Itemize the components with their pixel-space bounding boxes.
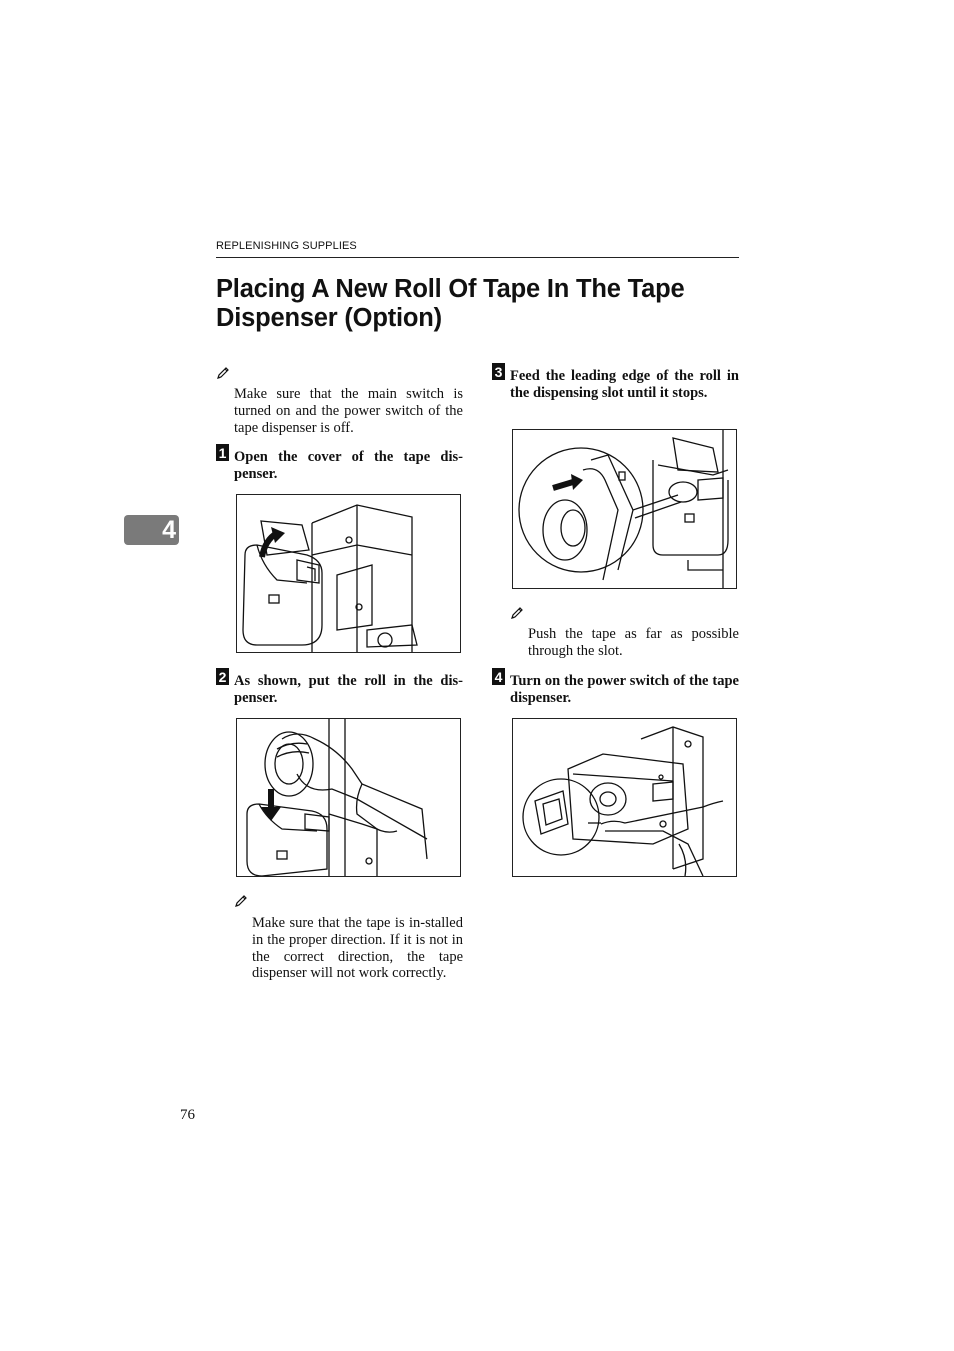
step-number-4: 4 [492,668,505,685]
step-3-text: Feed the leading edge of the roll in the dispensing slot until it stops. [510,368,739,401]
figure-insert-roll [236,718,461,877]
chapter-tab[interactable] [124,515,179,545]
step-number-1: 1 [216,444,229,461]
figure-feed-tape [512,429,737,589]
step-number-3: 3 [492,363,505,380]
figure-open-cover [236,494,461,653]
note-step2: Make sure that the tape is in-stalled in the proper direction. If it is not in the correct direction, the tape dispenser will not work correctly. [252,915,463,982]
note-intro: Make sure that the main switch is turned on and the power switch of the tape dispenser is off. [234,386,463,436]
pencil-note-icon [510,606,524,620]
pencil-note-icon [216,366,230,380]
step-2-text: As shown, put the roll in the dis-penser. [234,673,463,706]
pencil-note-icon [234,894,248,908]
page-title: Placing A New Roll Of Tape In The Tape Dispenser (Option) [216,275,685,332]
step-1-text: Open the cover of the tape dis-penser. [234,449,463,482]
header-rule [216,257,739,258]
page-number: 76 [180,1107,195,1123]
chapter-number: 4 [162,516,176,544]
note-step3: Push the tape as far as possible through the slot. [528,626,739,659]
step-number-2: 2 [216,668,229,685]
step-4-text: Turn on the power switch of the tape dispenser. [510,673,739,706]
running-header: REPLENISHING SUPPLIES [216,240,357,252]
figure-power-switch [512,718,737,877]
